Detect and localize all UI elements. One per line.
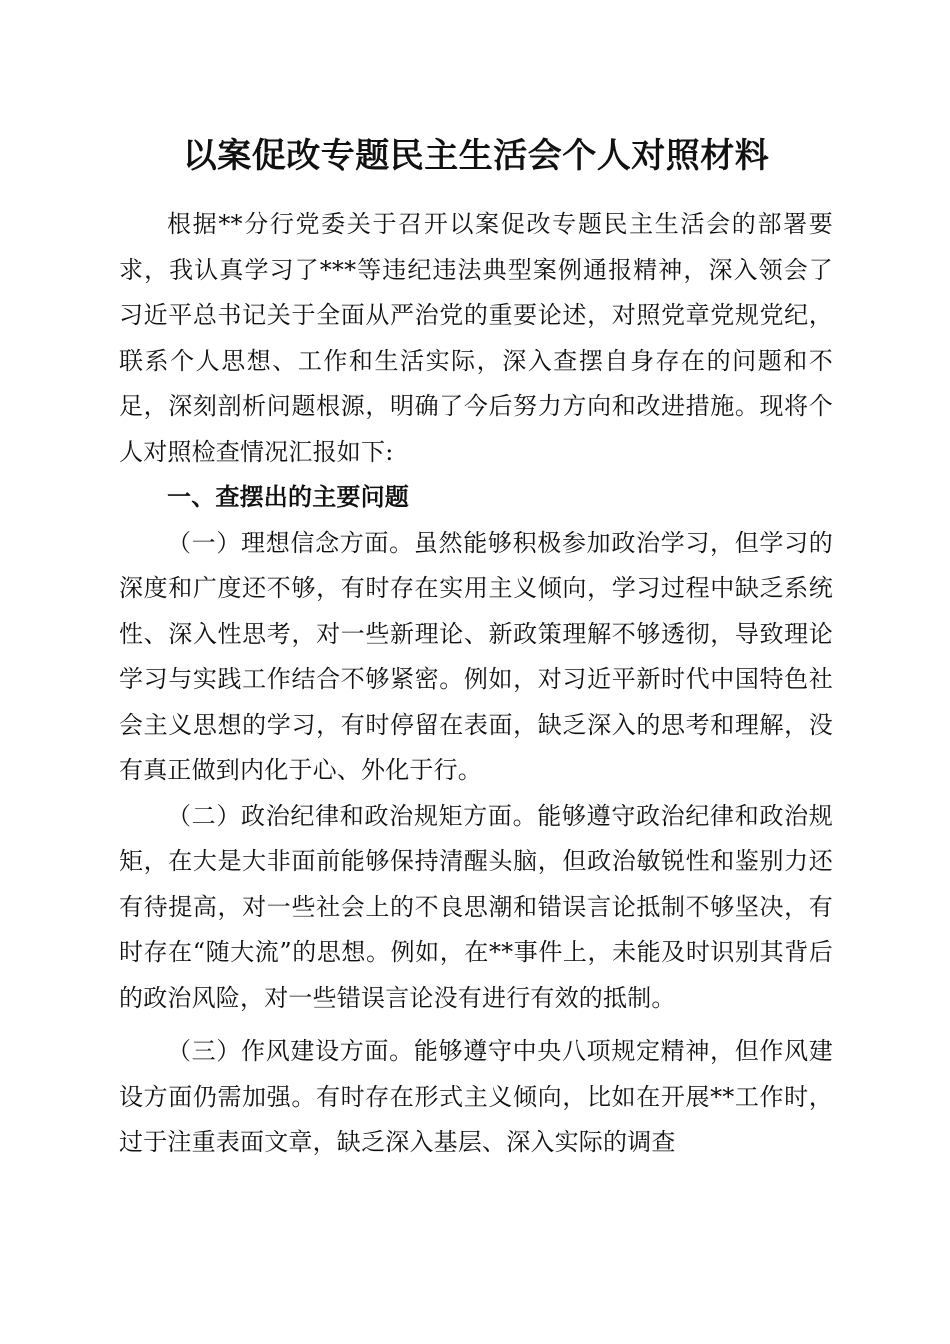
section-heading: 一、查摆出的主要问题	[167, 483, 409, 511]
document-title: 以案促改专题民主生活会个人对照材料	[182, 136, 770, 176]
paragraph-ideals-and-beliefs: （一）理想信念方面。虽然能够积极参加政治学习，但学习的深度和广度还不够，有时存在实用主义倾向，学习过程中缺乏系统性、深入性思考，对一些新理论、新政策理解不够透彻，导致理论学习与实践工作结合不够紧密。例如，对习近平新时代中国特色社会主义思想的学习，有时停留在表面，缺乏深入的思考和理解，没有真正做到内化于心、外化于行。	[119, 528, 833, 784]
document-content	[119, 128, 833, 1166]
paragraph-political-discipline: （二）政治纪律和政治规矩方面。能够遵守政治纪律和政治规矩，在大是大非面前能够保持清醒头脑，但政治敏锐性和鉴别力还有待提高，对一些社会上的不良思潮和错误言论抵制不够坚决，有时存在“随大流”的思想。例如，在**事件上，未能及时识别其背后的政治风险，对一些错误言论没有进行有效的抵制。	[119, 801, 833, 1012]
intro-paragraph: 根据**分行党委关于召开以案促改专题民主生活会的部署要求，我认真学习了***等违纪违法典型案例通报精神，深入领会了习近平总书记关于全面从严治党的重要论述，对照党章党规党纪，联系个人思想、工作和生活实际，深入查摆自身存在的问题和不足，深刻剖析问题根源，明确了今后努力方向和改进措施。现将个人对照检查情况汇报如下:	[119, 210, 833, 466]
paragraph-work-style: （三）作风建设方面。能够遵守中央八项规定精神，但作风建设方面仍需加强。有时存在形式主义倾向，比如在开展**工作时，过于注重表面文章，缺乏深入基层、深入实际的调查	[119, 1037, 833, 1156]
